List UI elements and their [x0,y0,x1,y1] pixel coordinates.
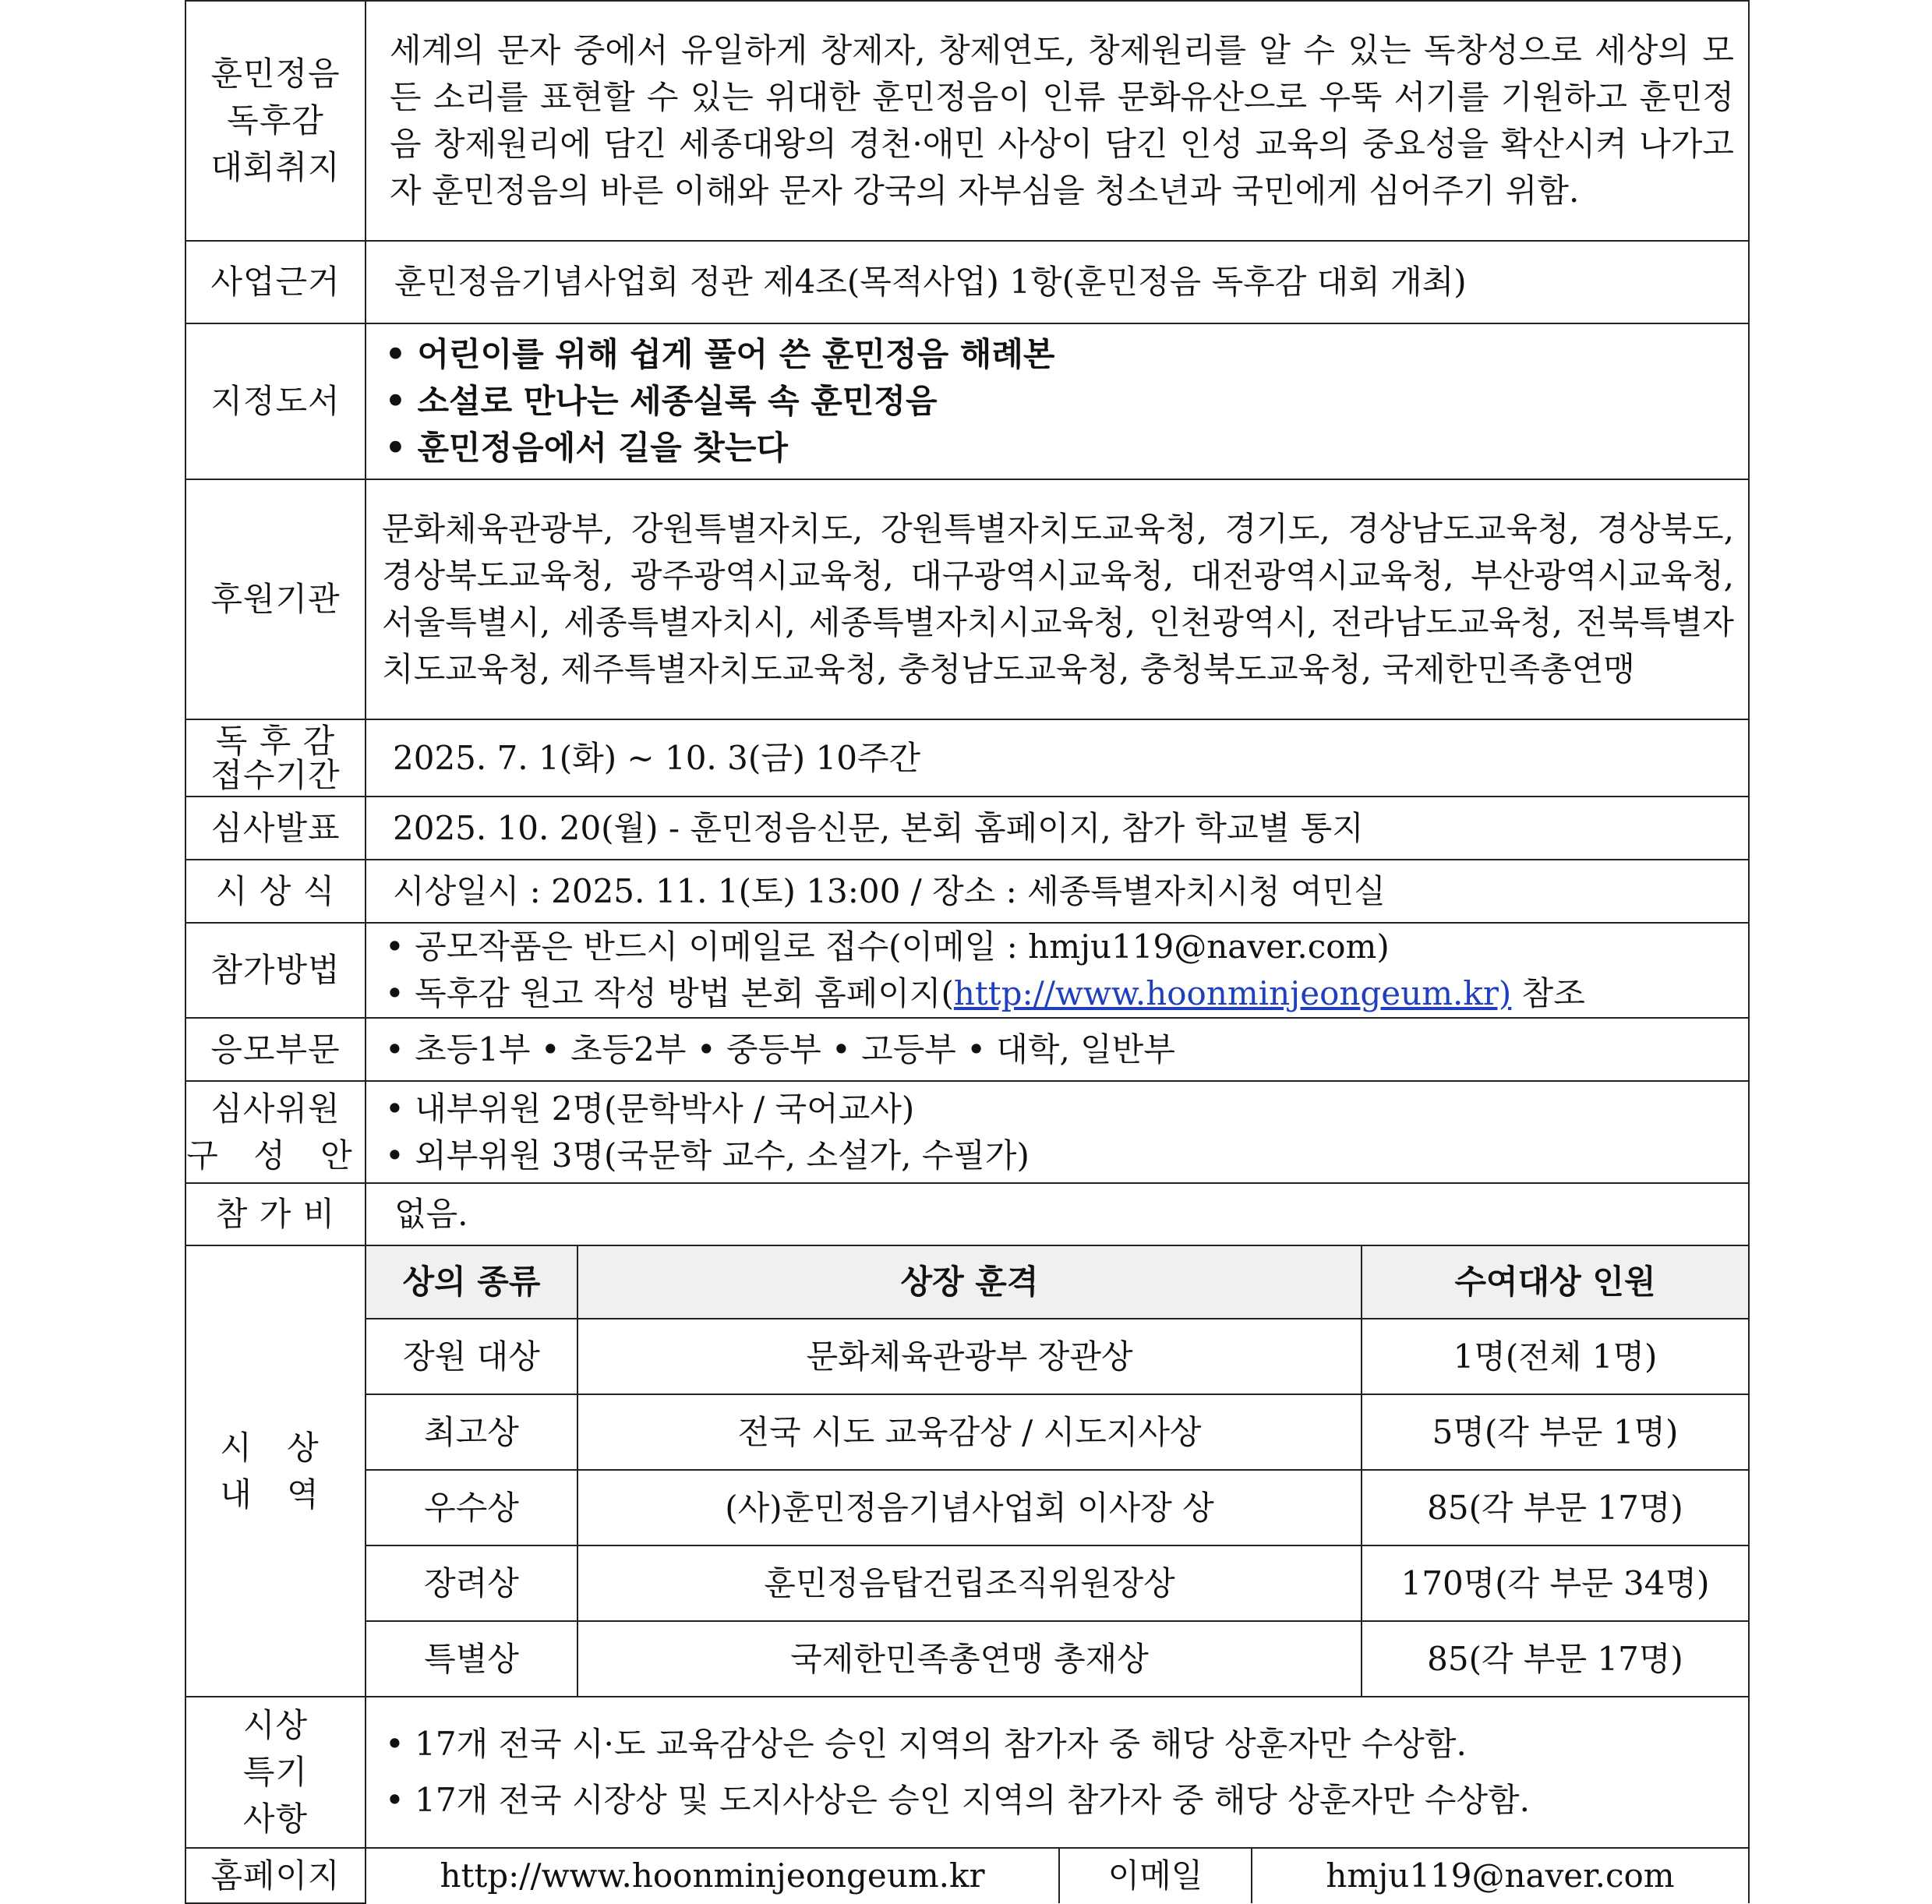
table-row: 특별상 국제한민족총연맹 총재상 85(각 부문 17명) [366,1621,1748,1696]
sponsors-text: 문화체육관광부, 강원특별자치도, 강원특별자치도교육청, 경기도, 경상남도교육청, 경상북도, 경상북도교육청, 광주광역시교육청, 대구광역시교육청, 대전광역시교육청, 부산광역시교육청, 서울특별시, 세종특별자치시, 세종특별자치시교육청, 인천광역시, 전라남도교육청, 전북특별자치도교육청, 제주특별자치도교육청, 충청남도교육청, 충청북도교육청, 국제한민족총연맹 [366,479,1749,719]
email-label: 이메일 [1059,1849,1252,1903]
note-item: • 17개 전국 시·도 교육감상은 승인 지역의 참가자 중 해당 상훈자만 수상함. [385,1725,1467,1763]
purpose-text: 세계의 문자 중에서 유일하게 창제자, 창제연도, 창제원리를 알 수 있는 독창성으로 세상의 모든 소리를 표현할 수 있는 위대한 훈민정음이 인류 문화유산으로 우뚝 서기를 기원하고 훈민정음 창제원리에 담긴 세종대왕의 경천·애민 사상이 담긴 인성 교육의 중요성을 확산시켜 나가고자 훈민정음의 바른 이해와 문자 강국의 자부심을 청소년과 국민에게 심어주기 위함. [366,1,1749,241]
row-period [185,719,1749,797]
judge-item: • 외부위원 3명(국문학 교수, 소설가, 수필가) [385,1136,1030,1175]
label-purpose: 훈민정음 독후감 대회취지 [185,1,366,241]
judge-item: • 내부위원 2명(문학박사 / 국어교사) [385,1089,915,1128]
table-row: 우수상 (사)훈민정음기념사업회 이사장 상 85(각 부문 17명) [366,1470,1748,1545]
label-ceremony: 시 상 식 [185,860,366,923]
notes-list [366,1697,1749,1848]
basis-text: 훈민정음기념사업회 정관 제4조(목적사업) 1항(훈민정음 독후감 대회 개최) [366,241,1749,323]
awards-cell [366,1245,1749,1697]
book-item: • 훈민정음에서 길을 찾는다 [385,429,789,467]
label-books: 지정도서 [185,323,366,479]
row-contact [185,1848,1749,1903]
method-text: • 공모작품은 반드시 이메일로 접수(이메일 : hmju119@naver.com) • 독후감 원고 작성 방법 본회 홈페이지(http://www.hoonminjeongeum.kr) 참조 [366,923,1749,1018]
table-row: 장려상 훈민정음탑건립조직위원장상 170명(각 부문 34명) [366,1545,1748,1621]
label-sponsors: 후원기관 [185,479,366,719]
label-fee: 참 가 비 [185,1183,366,1245]
homepage-link[interactable]: http://www.hoonminjeongeum.kr) [953,974,1512,1012]
book-item: • 소설로 만나는 세종실록 속 훈민정음 [385,382,938,420]
row-awards [185,1245,1749,1697]
judges-list [366,1081,1749,1183]
label-method: 참가방법 [185,923,366,1018]
awards-header-count: 수여대상 인원 [1362,1246,1748,1319]
awards-header-type: 상의 종류 [366,1246,577,1319]
row-fee [185,1183,1749,1245]
awards-header-row [366,1246,1748,1319]
email-address[interactable]: hmju119@naver.com [1252,1849,1748,1903]
row-books [185,323,1749,479]
row-basis [185,241,1749,323]
ceremony-text: 시상일시 : 2025. 11. 1(토) 13:00 / 장소 : 세종특별자치시청 여민실 [366,860,1749,923]
row-method [185,923,1749,1018]
label-categories: 응모부문 [185,1018,366,1081]
contact-table [366,1849,1748,1903]
categories-text: • 초등1부 • 초등2부 • 중등부 • 고등부 • 대학, 일반부 [366,1018,1749,1081]
row-ceremony [185,860,1749,923]
fee-text: 없음. [366,1183,1749,1245]
row-categories [185,1018,1749,1081]
label-period: 독 후 감 접수기간 [185,719,366,797]
row-announce [185,797,1749,860]
row-notes [185,1697,1749,1848]
row-purpose [185,1,1749,241]
awards-table [366,1246,1748,1696]
homepage-url[interactable]: http://www.hoonminjeongeum.kr [366,1849,1059,1903]
contest-info-document [185,0,1750,1904]
label-judges: 심사위원 구 성 안 [185,1081,366,1183]
awards-header-rank: 상장 훈격 [577,1246,1362,1319]
announce-text: 2025. 10. 20(월) - 훈민정음신문, 본회 홈페이지, 참가 학교별 통지 [366,797,1749,860]
label-announce: 심사발표 [185,797,366,860]
label-notes: 시상 특기 사항 [185,1697,366,1848]
table-row: 최고상 전국 시도 교육감상 / 시도지사상 5명(각 부문 1명) [366,1394,1748,1470]
period-text: 2025. 7. 1(화) ~ 10. 3(금) 10주간 [366,719,1749,797]
label-homepage: 홈페이지 [185,1848,366,1903]
table-row: 장원 대상 문화체육관광부 장관상 1명(전체 1명) [366,1319,1748,1394]
note-item: • 17개 전국 시장상 및 도지사상은 승인 지역의 참가자 중 해당 상훈자만 수상함. [385,1781,1530,1819]
label-basis: 사업근거 [185,241,366,323]
books-list [366,323,1749,479]
contact-cell [366,1848,1749,1903]
book-item: • 어린이를 위해 쉽게 풀어 쓴 훈민정음 해례본 [385,335,1055,373]
row-judges [185,1081,1749,1183]
contest-info-table [185,0,1750,1904]
row-sponsors [185,479,1749,719]
label-awards: 시 상 내 역 [185,1245,366,1697]
